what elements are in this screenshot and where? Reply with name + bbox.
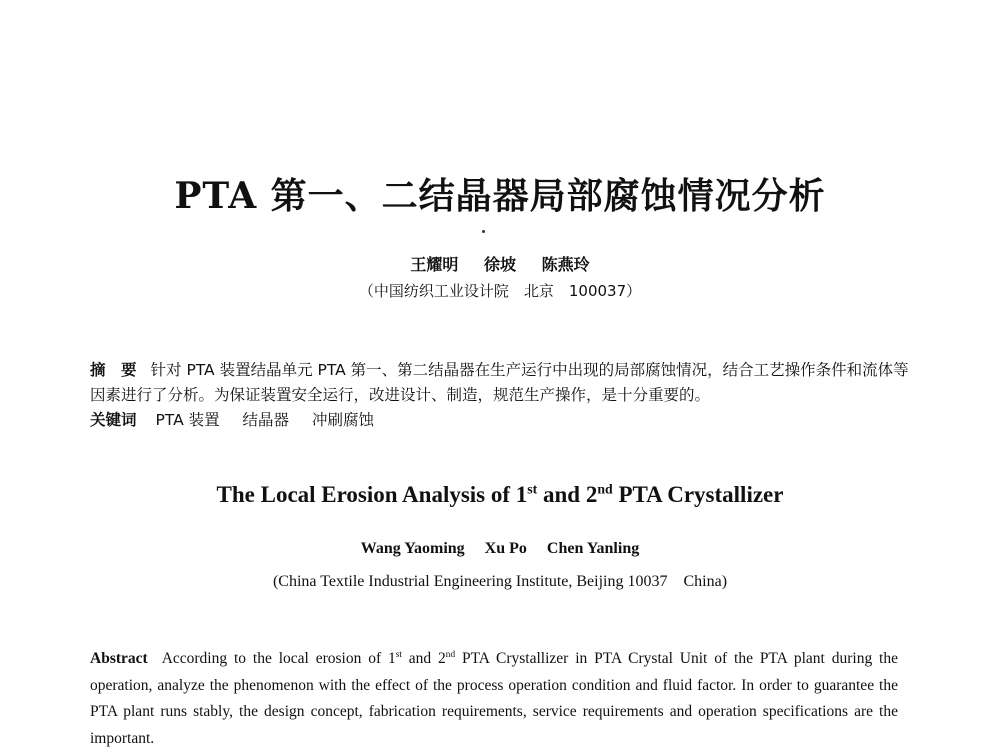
keyword: PTA 装置: [155, 411, 220, 429]
chinese-keywords: [90, 408, 920, 433]
english-abstract: [90, 646, 898, 752]
ordinal-superscript: nd: [597, 481, 613, 497]
chinese-abstract: [90, 358, 920, 408]
ordinal-superscript: st: [395, 649, 402, 660]
author-name: 徐坡: [483, 255, 516, 274]
author-name: Wang Yaoming: [360, 540, 465, 557]
author-name: Xu Po: [484, 540, 527, 557]
chinese-abstract-label: 摘 要: [90, 361, 137, 379]
english-abstract-text: According to the local erosion of 1: [161, 650, 396, 667]
author-name: 陈燕玲: [541, 255, 590, 274]
chinese-title: PTA 第一、二结晶器局部腐蚀情况分析: [174, 175, 826, 217]
keyword: 结晶器: [242, 411, 290, 429]
english-abstract-label: Abstract: [90, 650, 148, 667]
ordinal-superscript: st: [527, 481, 538, 497]
english-affiliation: (China Textile Industrial Engineering Institute, Beijing 10037 China): [272, 573, 728, 590]
english-title-text: and 2: [537, 482, 598, 507]
author-name: Chen Yanling: [546, 540, 640, 557]
decorative-dot: [482, 230, 485, 233]
english-authors: [0, 540, 1000, 558]
chinese-authors: [0, 252, 1000, 275]
english-title-text: The Local Erosion Analysis of 1: [216, 482, 528, 507]
chinese-keywords-label: 关键词: [90, 411, 137, 429]
chinese-affiliation: （中国纺织工业设计院 北京 100037）: [358, 282, 642, 300]
english-title-text: PTA Crystallizer: [612, 482, 784, 507]
chinese-abstract-text: 针对 PTA 装置结晶单元 PTA 第一、第二结晶器在生产运行中出现的局部腐蚀情况，结合工艺操作条件和流体等因素进行了分析。为保证装置安全运行，改进设计、制造，规范生产操作，是十分重要的。: [90, 361, 909, 404]
ordinal-superscript: nd: [445, 649, 456, 660]
english-title: [0, 482, 1000, 508]
english-abstract-text: PTA Crystallizer in PTA Crystal Unit of the PTA plant during the operation, analyze the phenomenon with the effect of the process operation condition and fluid factor. In order to guarantee the PTA plant runs stably, the design concept, fabrication requirements, service requirements and operation specifications are the important.: [90, 650, 898, 747]
english-abstract-text: and 2: [401, 650, 446, 667]
author-name: 王耀明: [410, 255, 459, 274]
keyword: 冲刷腐蚀: [312, 411, 375, 429]
